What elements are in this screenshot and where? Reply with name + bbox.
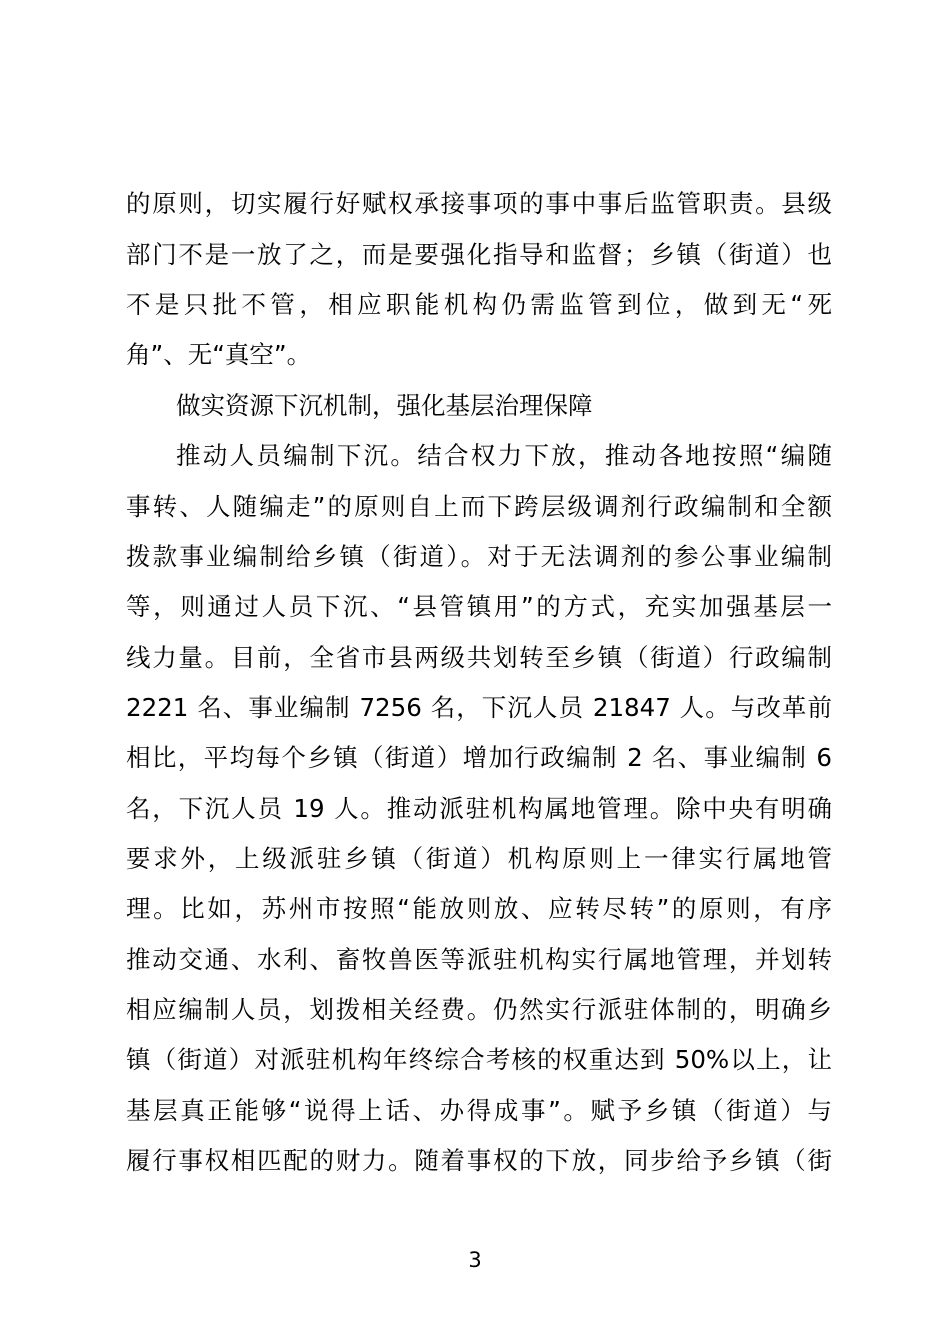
paragraph-line: 推动交通、水利、畜牧兽医等派驻机构实行属地管理，并划转 [126,945,832,974]
page-number: 3 [468,1248,482,1272]
paragraph-line: 名，下沉人员 19 人。推动派驻机构属地管理。除中央有明确 [126,794,832,823]
paragraph-line: 相应编制人员，划拨相关经费。仍然实行派驻体制的，明确乡 [126,995,832,1024]
paragraph-line: 不是只批不管，相应职能机构仍需监管到位，做到无“死 [126,290,832,319]
section-heading: 做实资源下沉机制，强化基层治理保障 [176,391,593,420]
paragraph-line: 事转、人随编走”的原则自上而下跨层级调剂行政编制和全额 [126,492,832,521]
paragraph-line: 等，则通过人员下沉、“县管镇用”的方式，充实加强基层一 [126,592,832,621]
paragraph-line: 角”、无“真空”。 [126,340,312,369]
paragraph-line: 履行事权相匹配的财力。随着事权的下放，同步给予乡镇（街 [126,1146,832,1175]
paragraph-line: 推动人员编制下沉。结合权力下放，推动各地按照“编随 [176,441,832,470]
paragraph-line: 理。比如，苏州市按照“能放则放、应转尽转”的原则，有序 [126,894,832,923]
paragraph-line: 拨款事业编制给乡镇（街道）。对于无法调剂的参公事业编制 [126,542,832,571]
paragraph-line: 线力量。目前，全省市县两级共划转至乡镇（街道）行政编制 [126,643,832,672]
paragraph-line: 2221 名、事业编制 7256 名，下沉人员 21847 人。与改革前 [126,693,832,722]
paragraph-line: 的原则，切实履行好赋权承接事项的事中事后监管职责。县级 [126,189,832,218]
paragraph-line: 镇（街道）对派驻机构年终综合考核的权重达到 50%以上，让 [126,1045,832,1074]
paragraph-line: 基层真正能够“说得上话、办得成事”。赋予乡镇（街道）与 [126,1096,832,1125]
paragraph-line: 部门不是一放了之，而是要强化指导和监督；乡镇（街道）也 [126,240,832,269]
paragraph-line: 要求外，上级派驻乡镇（街道）机构原则上一律实行属地管 [126,844,832,873]
paragraph-line: 相比，平均每个乡镇（街道）增加行政编制 2 名、事业编制 6 [126,743,832,772]
